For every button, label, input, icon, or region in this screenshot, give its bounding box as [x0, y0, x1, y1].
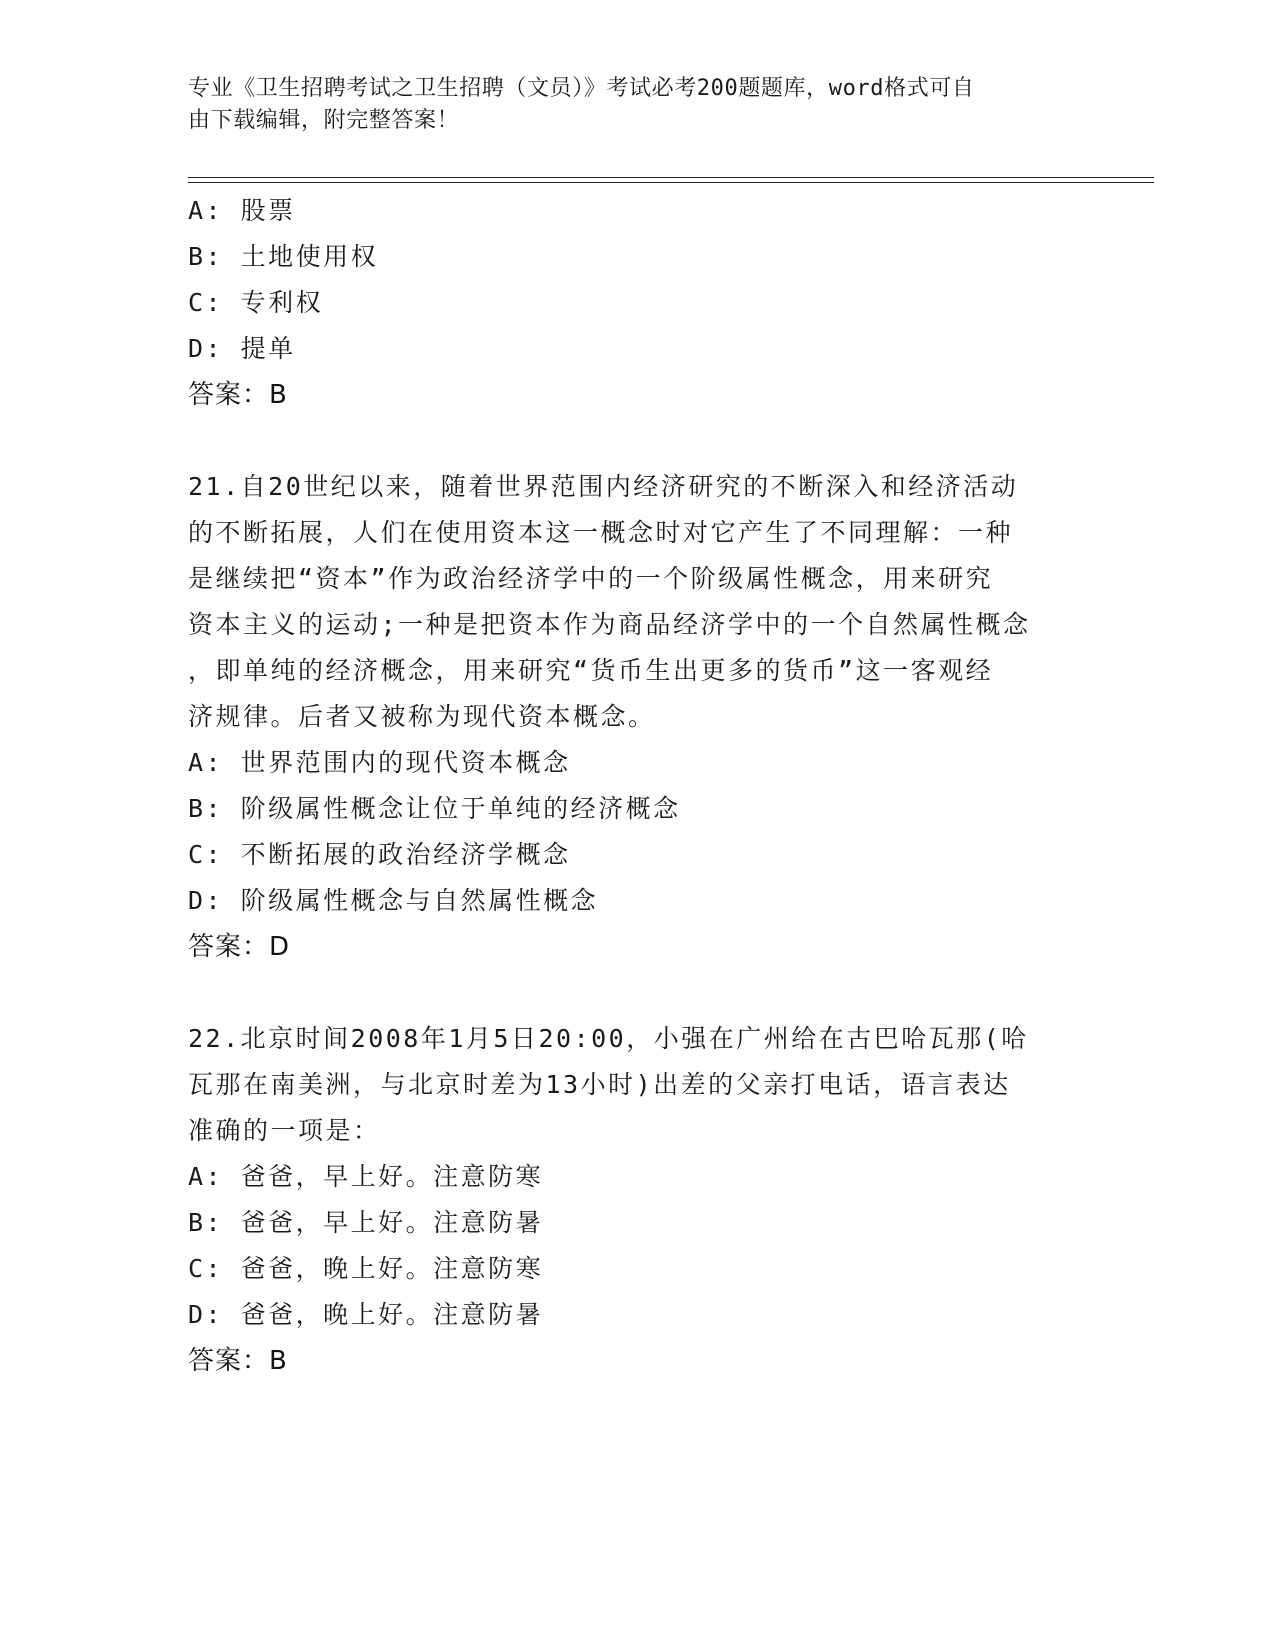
- option-b: B: 阶级属性概念让位于单纯的经济概念: [188, 794, 681, 823]
- option-d: D: 提单: [188, 334, 296, 363]
- question-stem-line: 的不断拓展，人们在使用资本这一概念时对它产生了不同理解：一种: [188, 518, 1014, 547]
- question-stem-line: 瓦那在南美洲，与北京时差为13小时)出差的父亲打电话，语言表达: [188, 1070, 1011, 1099]
- question-22: [188, 1016, 1088, 1384]
- question-stem-line: 资本主义的运动;一种是把资本作为商品经济学中的一个自然属性概念: [188, 610, 1031, 639]
- question-stem-line: 是继续把“资本”作为政治经济学中的一个阶级属性概念，用来研究: [188, 564, 994, 593]
- question-stem-line: ，即单纯的经济概念，用来研究“货币生出更多的货币”这一客观经: [188, 656, 994, 685]
- option-b: B: 爸爸，早上好。注意防暑: [188, 1208, 544, 1237]
- header-line-1: 专业《卫生招聘考试之卫生招聘（文员）》考试必考200题题库，word格式可自: [188, 76, 975, 101]
- question-21: [188, 464, 1088, 970]
- option-a: A: 爸爸，早上好。注意防寒: [188, 1162, 544, 1191]
- answer-line: 答案：D: [188, 932, 291, 962]
- option-d: D: 阶级属性概念与自然属性概念: [188, 886, 599, 915]
- question-stem-line: 准确的一项是：: [188, 1116, 381, 1145]
- option-a: A: 股票: [188, 196, 296, 225]
- option-c: C: 专利权: [188, 288, 324, 317]
- document-header: [188, 73, 1068, 137]
- answer-line: 答案：B: [188, 1346, 288, 1376]
- spacer: [188, 970, 1088, 1016]
- option-c: C: 不断拓展的政治经济学概念: [188, 840, 571, 869]
- option-d: D: 爸爸，晚上好。注意防暑: [188, 1300, 544, 1329]
- question-stem-line: 22.北京时间2008年1月5日20:00，小强在广州给在古巴哈瓦那(哈: [188, 1024, 1029, 1053]
- question-20: [188, 188, 1088, 418]
- option-c: C: 爸爸，晚上好。注意防寒: [188, 1254, 544, 1283]
- spacer: [188, 418, 1088, 464]
- answer-line: 答案：B: [188, 380, 288, 410]
- option-a: A: 世界范围内的现代资本概念: [188, 748, 571, 777]
- option-b: B: 土地使用权: [188, 242, 379, 271]
- question-stem-line: 21.自20世纪以来，随着世界范围内经济研究的不断深入和经济活动: [188, 472, 1019, 501]
- header-divider-top: [188, 177, 1154, 178]
- header-divider-bottom: [188, 182, 1154, 183]
- question-stem-line: 济规律。后者又被称为现代资本概念。: [188, 702, 656, 731]
- header-line-2: 由下载编辑，附完整答案！: [188, 108, 460, 133]
- question-content: [188, 188, 1088, 1384]
